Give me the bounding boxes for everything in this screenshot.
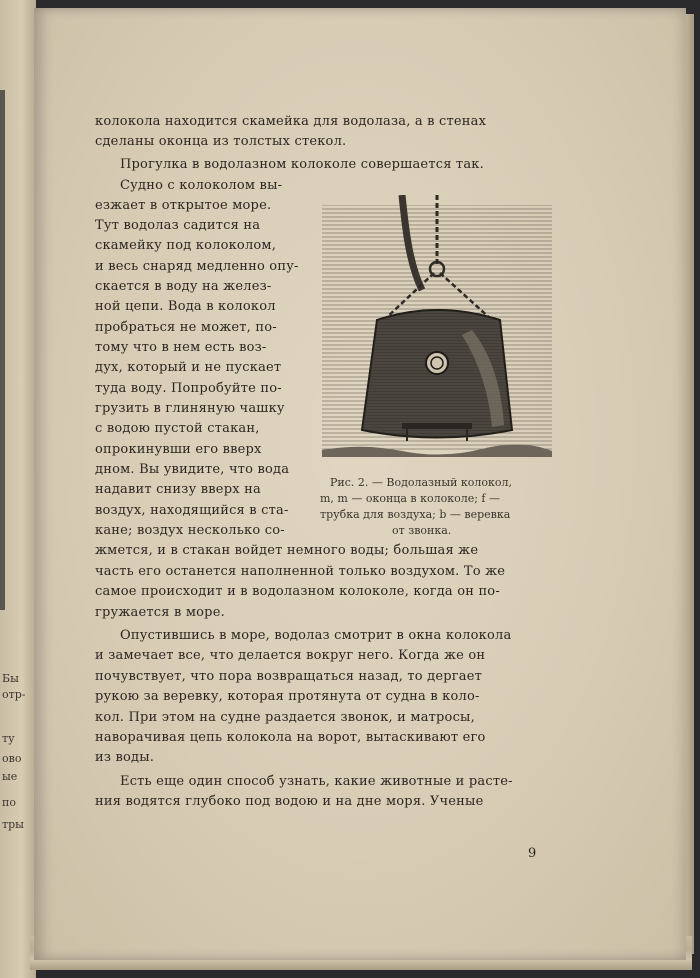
text-line: гружается в море. (95, 605, 225, 620)
text-line: рукою за веревку, которая протянута от судна в коло- (95, 689, 480, 704)
text-line: опрокинувши его вверх (95, 442, 262, 457)
text-line: пробраться не может, по- (95, 320, 277, 335)
text-line: самое происходит и в водолазном колоколе, когда он по- (95, 584, 500, 599)
text-line: Тут водолаз садится на (95, 218, 261, 233)
text-line: Опустившись в море, водолаз смотрит в окна колокола (120, 628, 512, 643)
text-line: кол. При этом на судне раздается звонок, и матросы, (95, 710, 475, 725)
diving-bell-illustration (322, 195, 552, 465)
text-line: тому что в нем есть воз- (95, 340, 267, 355)
text-line: кане; воздух несколько со- (95, 523, 285, 538)
text-line: Судно с колоколом вы- (120, 178, 283, 193)
text-line: и весь снаряд медленно опу- (95, 259, 299, 274)
text-line: скамейку под колоколом, (95, 238, 277, 253)
text-line: Есть еще один способ узнать, какие животные и расте- (120, 774, 513, 789)
left-margin-fragment: Бы (2, 672, 19, 685)
text-line: почувствует, что пора возвращаться назад, то дергает (95, 669, 482, 684)
text-line: сделаны оконца из толстых стекол. (95, 134, 347, 149)
text-line: воздух, находящийся в ста- (95, 503, 289, 518)
text-line: дух, который и не пускает (95, 360, 282, 375)
figure-caption-line: трубка для воздуха; b — веревка (320, 508, 511, 521)
text-line: грузить в глиняную чашку (95, 401, 285, 416)
left-margin-fragment: отр- (2, 688, 26, 701)
text-line: надавит снизу вверх на (95, 482, 261, 497)
text-line: колокола находится скамейка для водолаза, а в стенах (95, 114, 487, 129)
figure-caption-line: m, m — оконца в колоколе; f — (320, 492, 500, 505)
text-line: ной цепи. Вода в колокол (95, 299, 276, 314)
text-line: из воды. (95, 750, 155, 765)
diving-bell-drawing (322, 195, 552, 465)
text-line: ния водятся глубоко под водою и на дне моря. Ученые (95, 794, 484, 809)
figure-caption-line: от звонка. (392, 524, 452, 537)
left-margin-fragment: по (2, 796, 16, 809)
left-margin-fragment: тры (2, 818, 24, 831)
text-line: дном. Вы увидите, что вода (95, 462, 290, 477)
text-line: наворачивая цепь колокола на ворот, вытаскивают его (95, 730, 486, 745)
text-line: скается в воду на желез- (95, 279, 272, 294)
page-number: 9 (528, 846, 537, 861)
left-page-shadow (0, 90, 5, 610)
text-line: с водою пустой стакан, (95, 421, 260, 436)
text-line: и замечает все, что делается вокруг него. Когда же он (95, 648, 486, 663)
text-line: жмется, и в стакан войдет немного воды; большая же (95, 543, 479, 558)
left-page-edge (0, 0, 36, 978)
left-margin-fragment: ово (2, 752, 22, 765)
text-line: туда воду. Попробуйте по- (95, 381, 282, 396)
left-margin-fragment: ту (2, 732, 15, 745)
text-line: езжает в открытое море. (95, 198, 272, 213)
left-margin-fragment: ые (2, 770, 18, 783)
text-line: часть его останется наполненной только воздухом. То же (95, 564, 506, 579)
figure-caption-line: Рис. 2. — Водолазный колокол, (330, 476, 513, 489)
text-line: Прогулка в водолазном колоколе совершается так. (120, 157, 484, 172)
